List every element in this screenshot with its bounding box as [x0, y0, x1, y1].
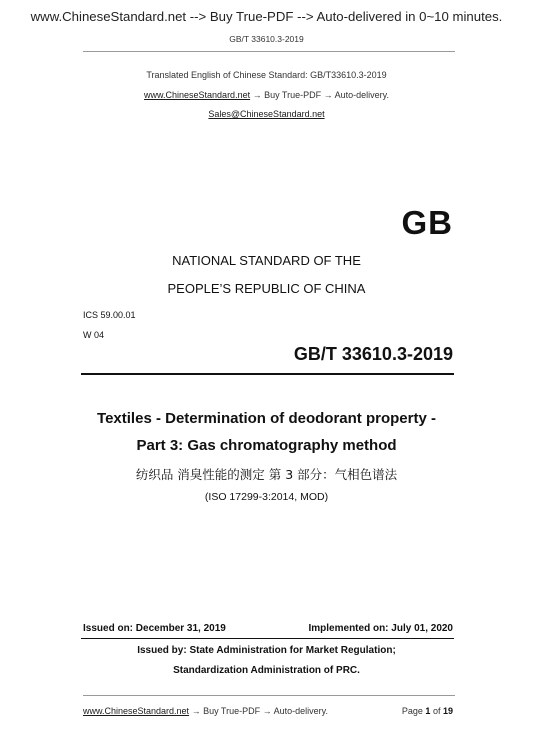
- footer-buy-text: → Buy True-PDF → Auto-delivery.: [189, 706, 328, 716]
- translated-line: Translated English of Chinese Standard: GB/T33610.3-2019: [146, 70, 387, 80]
- w-code: W 04: [83, 330, 105, 340]
- ics-code: ICS 59.00.01: [83, 310, 136, 320]
- iso-reference: (ISO 17299-3:2014, MOD): [204, 491, 329, 503]
- national-standard-line2: PEOPLE’S REPUBLIC OF CHINA: [167, 281, 366, 296]
- national-standard-line1: NATIONAL STANDARD OF THE: [172, 253, 361, 268]
- page-number: 1: [425, 706, 431, 716]
- top-banner: www.ChineseStandard.net --> Buy True-PDF --> Auto-delivered in 0~10 minutes.: [30, 9, 503, 24]
- issue-divider: [81, 638, 454, 639]
- title-line1: Textiles - Determination of deodorant property -: [97, 410, 436, 427]
- sales-line: [0, 109, 533, 119]
- header-standard-code: GB/T 33610.3-2019: [229, 34, 304, 44]
- of-label: of: [432, 706, 441, 716]
- standard-code: GB/T 33610.3-2019: [293, 344, 453, 364]
- buy-line: [0, 90, 533, 100]
- page-indicator: [402, 706, 453, 716]
- chinese-title: 纺织品 消臭性能的测定 第 3 部分：气相色谱法: [135, 467, 398, 482]
- issued-on: Issued on: December 31, 2019: [83, 623, 226, 634]
- site-link[interactable]: www.ChineseStandard.net: [144, 90, 251, 100]
- issued-by-line2: Standardization Administration of PRC.: [173, 665, 360, 676]
- header-divider: [83, 51, 455, 52]
- buy-line-text: → Buy True-PDF → Auto-delivery.: [250, 90, 389, 100]
- footer-divider: [83, 695, 455, 696]
- footer-buy-line: [83, 706, 328, 716]
- title-divider: [81, 373, 454, 375]
- sales-email-link[interactable]: Sales@ChineseStandard.net: [208, 109, 325, 119]
- footer-site-link[interactable]: www.ChineseStandard.net: [83, 706, 190, 716]
- implemented-on: Implemented on: July 01, 2020: [308, 623, 453, 634]
- page-total: 19: [442, 706, 453, 716]
- title-line2: Part 3: Gas chromatography method: [136, 437, 397, 454]
- issued-by-line1: Issued by: State Administration for Market Regulation;: [137, 645, 396, 656]
- page-label: Page: [401, 706, 423, 716]
- gb-mark: GB: [401, 204, 453, 241]
